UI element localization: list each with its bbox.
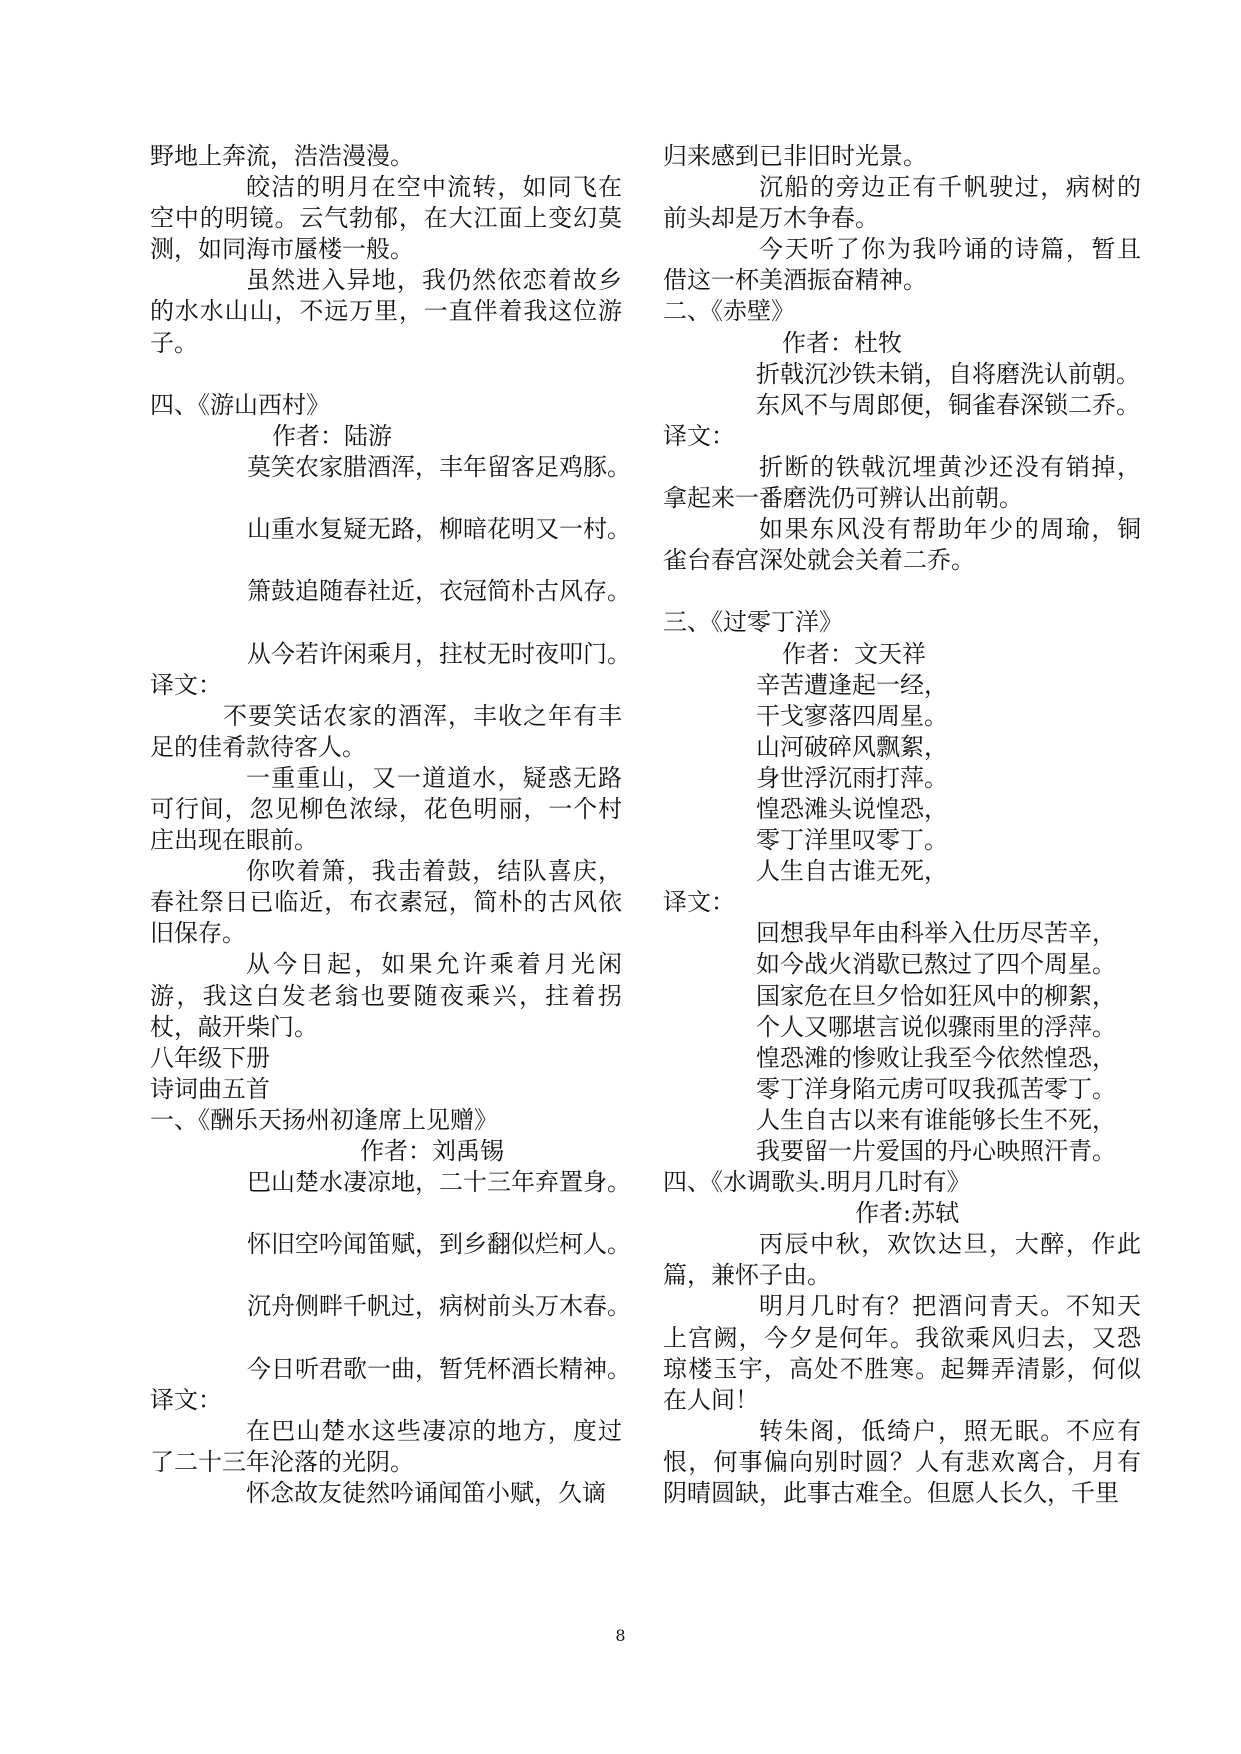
translation-label: 译文：: [663, 421, 735, 450]
poem-author: 作者：文天祥: [782, 639, 926, 668]
translation-paragraph: 折断的铁戟沉埋黄沙还没有销掉，拿起来一番磨洗仍可辨认出前朝。: [663, 452, 1141, 513]
poem-author: 作者：陆游: [272, 421, 392, 450]
poem-heading: 四、《游山西村》: [150, 390, 330, 419]
translation-label: 译文：: [150, 670, 222, 699]
paragraph: 野地上奔流，浩浩漫漫。: [150, 142, 414, 170]
translation-paragraph: 在巴山楚水这些凄凉的地方，度过了二十三年沦落的光阴。: [150, 1416, 622, 1476]
page-number: 8: [615, 1626, 626, 1645]
translation-line: 人生自古以来有谁能够长生不死，: [756, 1105, 1116, 1134]
translation-line: 国家危在旦夕恰如狂风中的柳絮，: [756, 981, 1116, 1010]
translation-paragraph: 不要笑话农家的酒浑，丰收之年有丰足的佳肴款待客人。: [150, 701, 622, 761]
paragraph: 皎洁的明月在空中流转，如同飞在空中的明镜。云气勃郁，在大江面上变幻莫测，如同海市蜃楼一般。: [150, 173, 622, 264]
poem-heading: 三、《过零丁洋》: [663, 608, 843, 637]
translation-line: 惶恐滩的惨败让我至今依然惶恐，: [756, 1043, 1116, 1072]
translation-paragraph: 你吹着箫，我击着鼓，结队喜庆，春社祭日已临近，布衣素冠，简朴的古风依旧保存。: [150, 857, 622, 948]
translation-line: 零丁洋身陷元虏可叹我孤苦零丁。: [756, 1074, 1116, 1103]
section-heading: 诗词曲五首: [150, 1074, 270, 1103]
verse-line: 人生自古谁无死，: [756, 857, 948, 886]
verse-line: 折戟沉沙铁未销，自将磨洗认前朝。: [756, 359, 1140, 388]
translation-line: 我要留一片爱国的丹心映照汗青。: [756, 1137, 1116, 1165]
verse-line: 干戈寥落四周星。: [756, 701, 948, 730]
translation-line: 回想我早年由科举入仕历尽苦辛，: [756, 919, 1116, 948]
poem-heading: 一、《酬乐天扬州初逢席上见赠》: [150, 1105, 498, 1134]
verse-line: 零丁洋里叹零丁。: [756, 826, 948, 855]
verse-line: 东风不与周郎便，铜雀春深锁二乔。: [756, 390, 1140, 419]
verse-line: 山重水复疑无路，柳暗花明又一村。: [247, 515, 631, 544]
verse-line: 今日听君歌一曲，暂凭杯酒长精神。: [247, 1354, 631, 1383]
left-column: [150, 141, 631, 1509]
right-column: [663, 141, 1141, 1509]
poem-heading: 四、《水调歌头.明月几时有》: [663, 1168, 971, 1197]
verse-line: 山河破碎风飘絮，: [756, 732, 948, 761]
verse-line: 箫鼓追随春社近，衣冠简朴古风存。: [247, 577, 631, 606]
verse-line: 怀旧空吟闻笛赋，到乡翻似烂柯人。: [247, 1230, 631, 1259]
paragraph: 归来感到已非旧时光景。: [663, 142, 927, 170]
translation-paragraph: 沉船的旁边正有千帆驶过，病树的前头却是万木争春。: [663, 173, 1141, 233]
verse-line: 身世浮沉雨打萍。: [756, 763, 948, 792]
verse-line: 辛苦遭逢起一经，: [756, 670, 948, 699]
paragraph: 丙辰中秋，欢饮达旦，大醉，作此篇，兼怀子由。: [663, 1230, 1141, 1290]
verse-line: 巴山楚水凄凉地，二十三年弃置身。: [247, 1168, 631, 1197]
verse-line: 莫笑农家腊酒浑，丰年留客足鸡豚。: [247, 452, 631, 481]
translation-paragraph: 如果东风没有帮助年少的周瑜，铜雀台春宫深处就会关着二乔。: [663, 515, 1141, 575]
poem-author: 作者：杜牧: [782, 328, 902, 357]
translation-line: 如今战火消歇已熬过了四个周星。: [756, 950, 1116, 979]
poem-author: 作者：刘禹锡: [360, 1137, 504, 1165]
translation-label: 译文：: [663, 888, 735, 917]
verse-line: 沉舟侧畔千帆过，病树前头万木春。: [247, 1292, 631, 1321]
grade-heading: 八年级下册: [150, 1043, 270, 1072]
verse-line: 从今若许闲乘月，拄杖无时夜叩门。: [247, 639, 631, 668]
poem-heading: 二、《赤壁》: [663, 297, 795, 326]
paragraph: 明月几时有？把酒问青天。不知天上宫阙，今夕是何年。我欲乘风归去，又恐琼楼玉宇，高处不胜寒。起舞弄清影，何似在人间！: [663, 1292, 1141, 1414]
translation-label: 译文：: [150, 1385, 222, 1414]
translation-paragraph: 怀念故友徒然吟诵闻笛小赋，久谪: [246, 1479, 606, 1508]
translation-paragraph: 从今日起，如果允许乘着月光闲游，我这白发老翁也要随夜乘兴，拄着拐杖，敲开柴门。: [150, 950, 622, 1041]
paragraph: 虽然进入异地，我仍然依恋着故乡的水水山山，不远万里，一直伴着我这位游子。: [150, 266, 622, 357]
translation-paragraph: 一重重山，又一道道水，疑惑无路可行间，忽见柳色浓绿，花色明丽，一个村庄出现在眼前。: [150, 763, 622, 855]
verse-line: 惶恐滩头说惶恐，: [756, 794, 948, 823]
translation-paragraph: 今天听了你为我吟诵的诗篇，暂且借这一杯美酒振奋精神。: [663, 235, 1141, 295]
poem-author: 作者:苏轼: [855, 1199, 960, 1228]
paragraph: 转朱阁，低绮户，照无眠。不应有恨，何事偏向别时圆？人有悲欢离合，月有阴晴圆缺，此事古难全。但愿人长久，千里: [663, 1416, 1141, 1508]
translation-line: 个人又哪堪言说似骤雨里的浮萍。: [756, 1012, 1116, 1041]
